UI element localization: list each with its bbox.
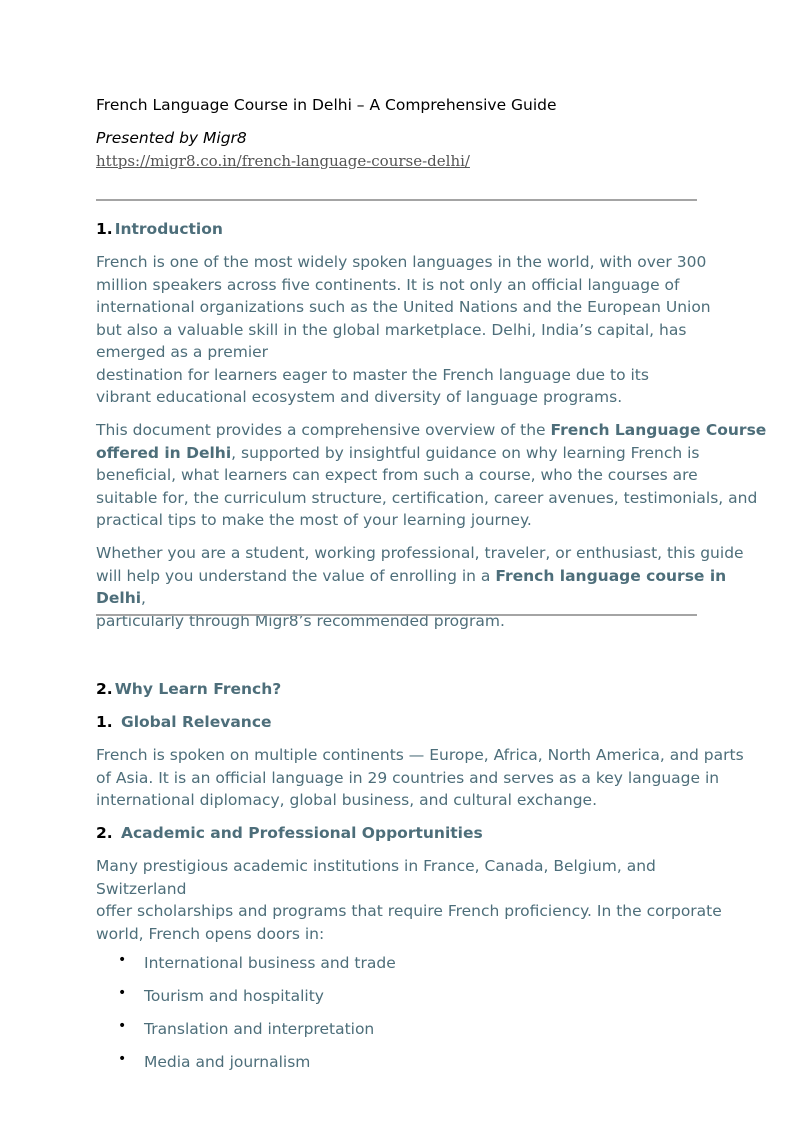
text-run: , [141,589,146,607]
subheading-global-relevance [96,713,272,731]
global-relevance-paragraph [96,744,744,812]
text-line [96,419,767,442]
text-line [96,587,697,610]
text-line: particularly through Migr8’s recommended program. [96,611,505,630]
bullet-icon: • [118,985,127,1001]
presented-by: Presented by Migr8 [96,129,247,147]
list-item-text: International business and trade [144,954,396,972]
intro-paragraph-1 [96,251,711,409]
divider-middle [96,614,697,616]
text-run: will help you understand the value of enrolling in a [96,566,496,585]
text-line: offer scholarships and programs that require French proficiency. In the corporate [96,902,722,920]
text-line: Switzerland [96,879,187,898]
bullet-icon: • [118,1051,127,1067]
subsection-number: 1. [96,713,113,731]
list-item [118,985,396,1018]
text-line: practical tips to make the most of your learning journey. [96,511,532,529]
intro-paragraph-2 [96,419,767,532]
subsection-title: Global Relevance [121,713,272,731]
list-item-text: Translation and interpretation [144,1020,375,1038]
subsection-title: Academic and Professional Opportunities [121,824,483,842]
bullet-icon: • [118,1018,127,1034]
academic-professional-paragraph [96,855,722,945]
text-line: French is one of the most widely spoken languages in the world, with over 300 [96,253,707,271]
text-line [96,565,727,588]
bullet-icon: • [118,952,127,968]
subheading-academic-professional [96,824,483,842]
text-line: suitable for, the curriculum structure, certification, career avenues, testimonials, and [96,488,758,507]
section-number: 1. [96,220,113,238]
emphasis-text: Delhi [96,589,142,607]
section-heading-introduction [96,220,223,238]
list-item [118,1018,396,1051]
text-line: Many prestigious academic institutions in France, Canada, Belgium, and [96,857,656,875]
list-item [118,952,396,985]
emphasis-text: French Language Course [550,421,767,439]
text-line: beneficial, what learners can expect from such a course, who the courses are [96,466,698,484]
text-line: destination for learners eager to master the French language due to its [96,365,649,384]
subsection-number: 2. [96,824,113,842]
text-line: emerged as a premier [96,343,269,361]
emphasis-text: offered in Delhi [96,443,232,462]
section-heading-why-learn-french [96,680,281,698]
section-number: 2. [96,680,113,698]
text-line [96,442,700,465]
list-item-text: Tourism and hospitality [144,987,324,1005]
text-line: international organizations such as the United Nations and the European Union [96,298,711,316]
text-line: vibrant educational ecosystem and diversity of language programs. [96,388,623,406]
intro-paragraph-3 [96,542,744,632]
section-title: Introduction [114,220,223,238]
document-title: French Language Course in Delhi – A Comprehensive Guide [96,96,557,114]
section-title: Why Learn French? [114,680,282,698]
source-link[interactable]: https://migr8.co.in/french-language-course-delhi/ [96,152,470,170]
text-line: international diplomacy, global business, and cultural exchange. [96,791,597,809]
text-line: of Asia. It is an official language in 29 countries and serves as a key language in [96,768,720,787]
text-line: million speakers across five continents. It is not only an official language of [96,275,680,294]
career-fields-list [118,952,396,1084]
divider-top [96,199,697,201]
list-item [118,1051,396,1084]
text-run: , supported by insightful guidance on why learning French is [231,443,700,462]
emphasis-text: French language course in [495,566,727,585]
text-run: This document provides a comprehensive overview of the [96,421,551,439]
text-line: but also a valuable skill in the global marketplace. Delhi, India’s capital, has [96,320,687,339]
text-line: world, French opens doors in: [96,924,325,943]
list-item-text: Media and journalism [144,1053,311,1071]
text-line: Whether you are a student, working professional, traveler, or enthusiast, this guide [96,544,744,562]
text-line: French is spoken on multiple continents — Europe, Africa, North America, and parts [96,746,744,764]
